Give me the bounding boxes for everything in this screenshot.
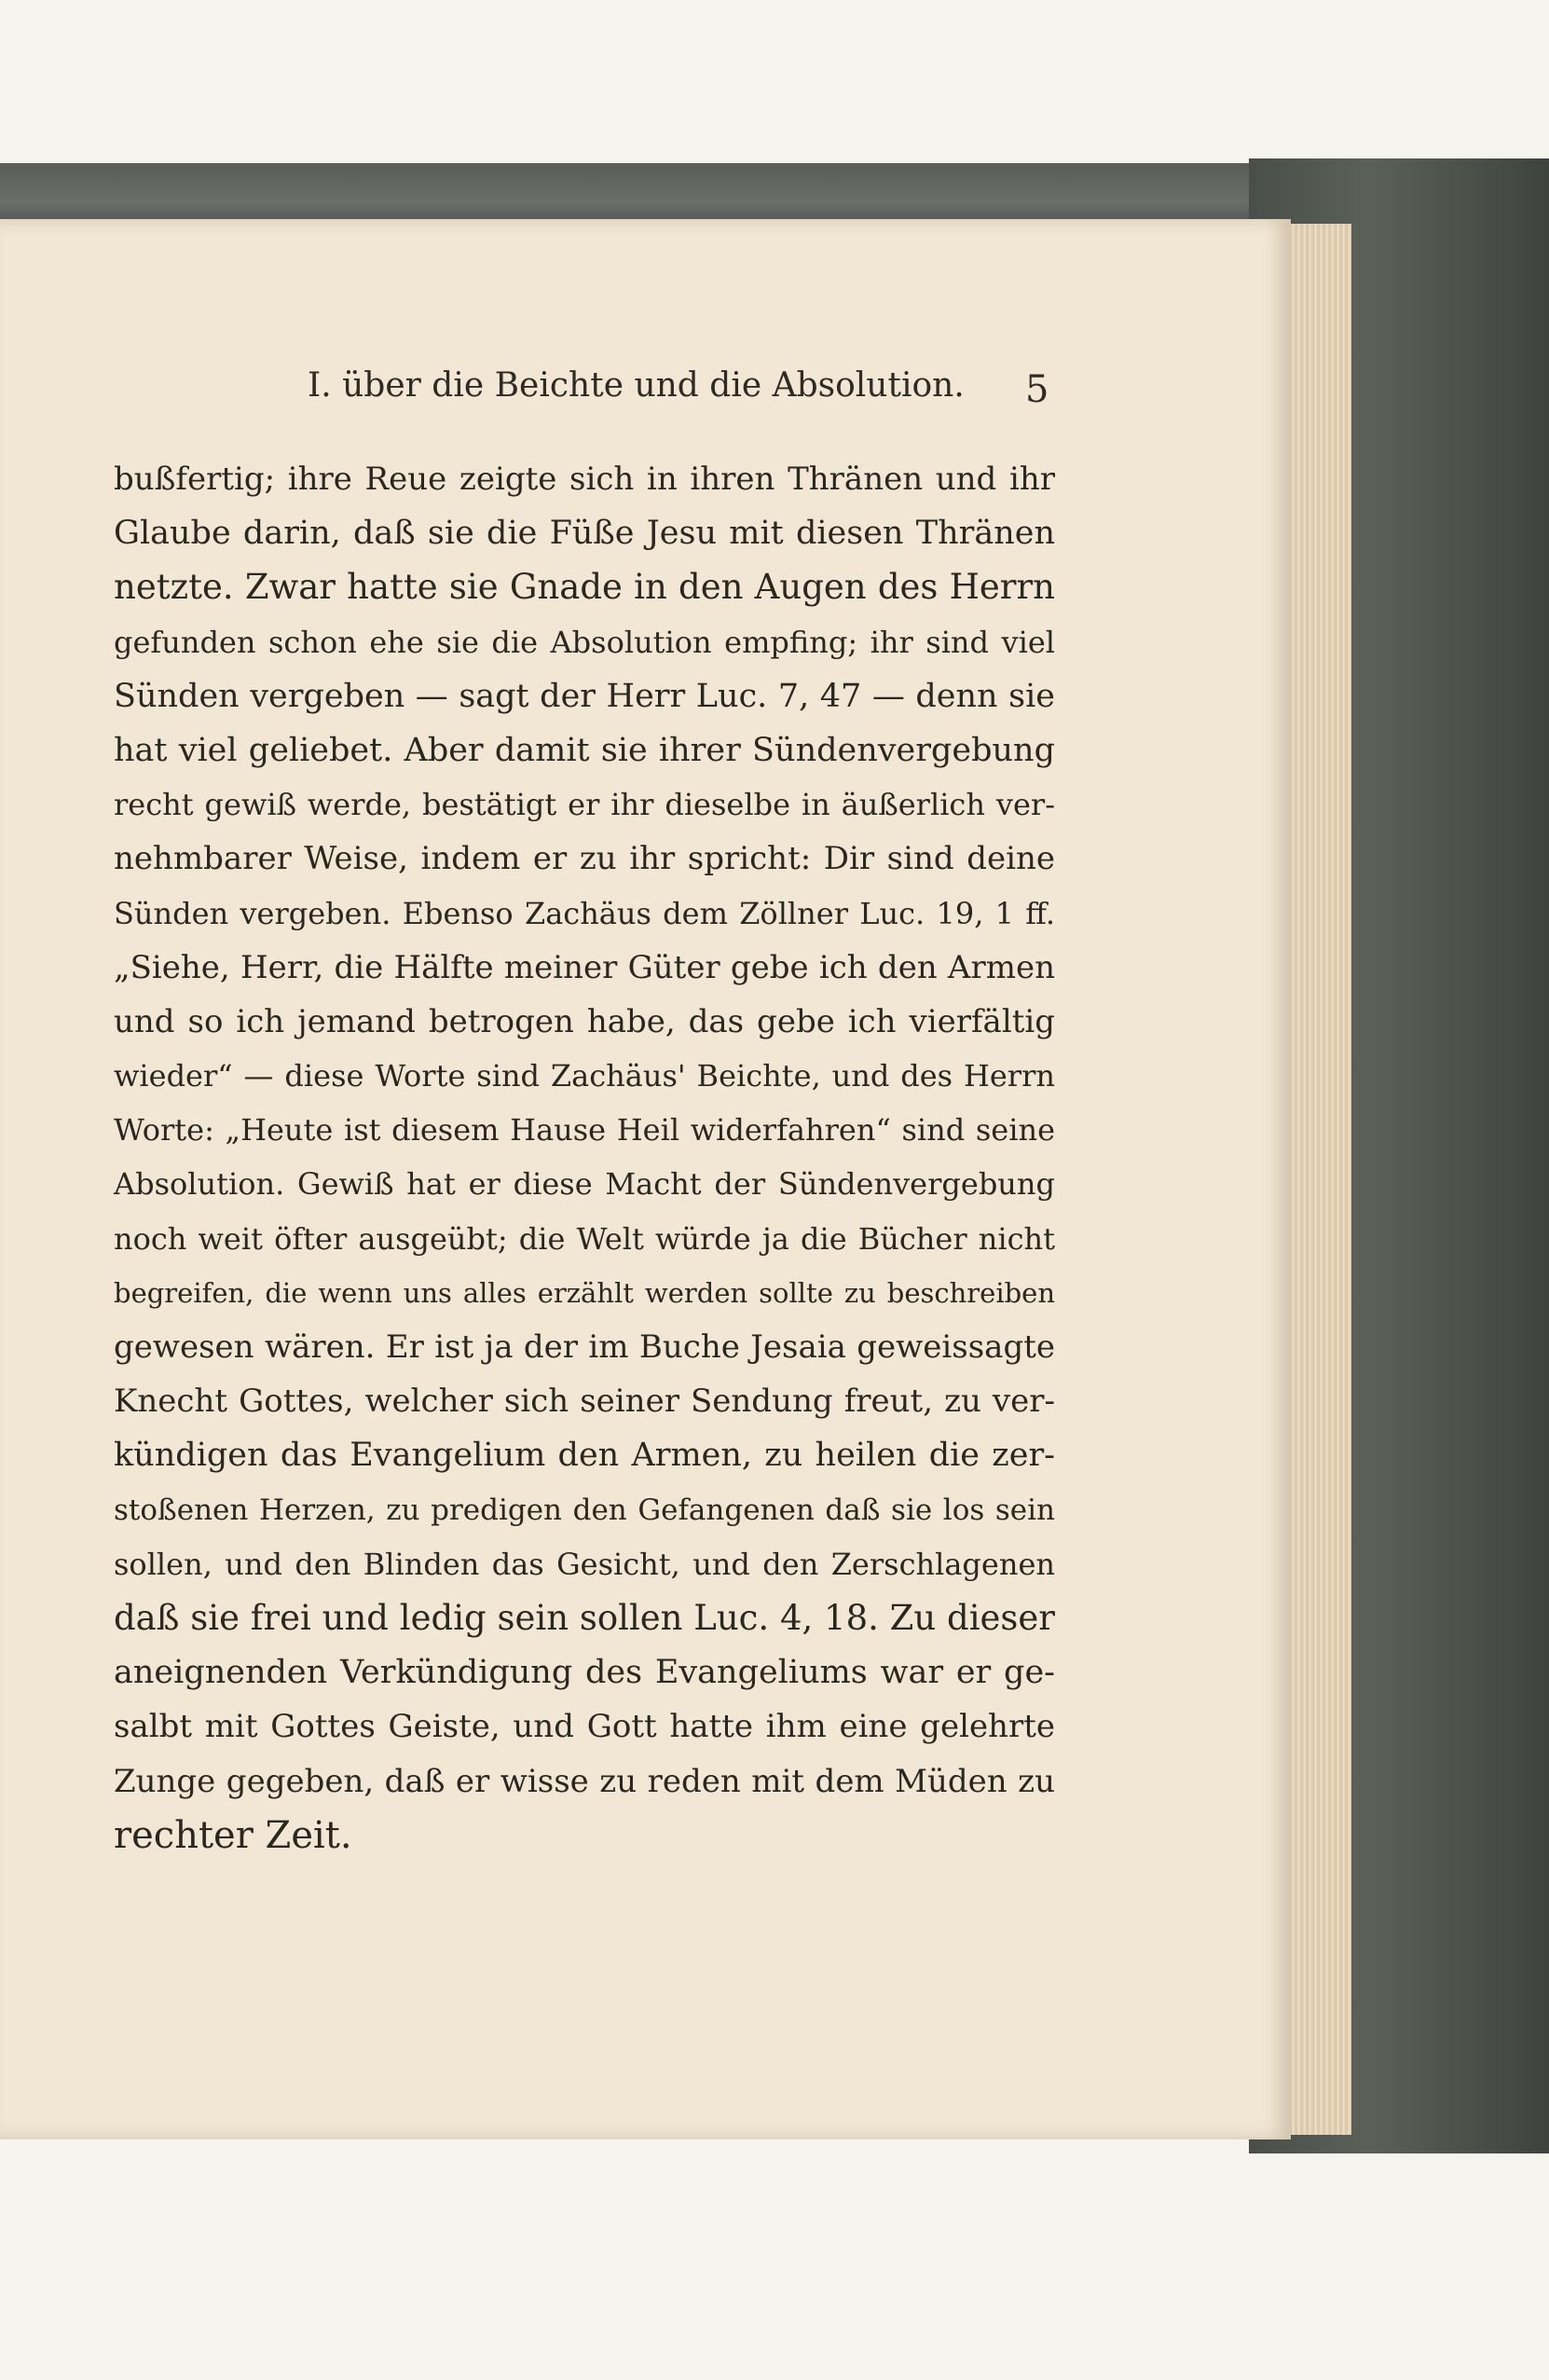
text-line: stoßenen Herzen, zu predigen den Gefangenen daß sie los sein: [114, 1493, 1055, 1527]
text-line: recht gewiß werde, bestätigt er ihr dieselbe in äußerlich ver-: [114, 787, 1055, 823]
text-line: und so ich jemand betrogen habe, das gebe ich vierfältig: [114, 1002, 1055, 1040]
text-line: rechter Zeit.: [114, 1813, 352, 1857]
text-line: Knecht Gottes, welcher sich seiner Sendung freut, zu ver-: [114, 1383, 1055, 1421]
text-line: noch weit öfter ausgeübt; die Welt würde ja die Bücher nicht: [114, 1220, 1055, 1257]
text-line: bußfertig; ihre Reue zeigte sich in ihren Thränen und ihr: [114, 461, 1055, 498]
text-line: nehmbarer Weise, indem er zu ihr spricht: Dir sind deine: [114, 840, 1055, 878]
body-text: [114, 452, 1055, 1863]
text-line: salbt mit Gottes Geiste, und Gott hatte ihm eine gelehrte: [114, 1708, 1055, 1746]
page-number: 5: [1025, 368, 1049, 411]
text-line: gefunden schon ehe sie die Absolution empfing; ihr sind viel: [114, 624, 1055, 660]
running-head: I. über die Beichte und die Absolution.: [308, 366, 965, 405]
text-line: netzte. Zwar hatte sie Gnade in den Augen des Herrn: [114, 567, 1055, 608]
text-line: gewesen wären. Er ist ja der im Buche Jesaia geweissagte: [114, 1328, 1055, 1366]
text-line: Sünden vergeben — sagt der Herr Luc. 7, 47 — denn sie: [114, 677, 1055, 715]
text-line: begreifen, die wenn uns alles erzählt werden sollte zu beschreiben: [114, 1276, 1055, 1309]
text-line: aneignenden Verkündigung des Evangeliums war er ge-: [114, 1654, 1055, 1692]
book-page: [0, 219, 1291, 2139]
text-line: Absolution. Gewiß hat er diese Macht der Sündenvergebung: [114, 1166, 1055, 1203]
text-line: Sünden vergeben. Ebenso Zachäus dem Zöllner Luc. 19, 1 ff.: [114, 895, 1055, 931]
text-line: sollen, und den Blinden das Gesicht, und den Zerschlagenen: [114, 1546, 1055, 1582]
text-line: kündigen das Evangelium den Armen, zu heilen die zer-: [114, 1437, 1055, 1475]
text-line: Glaube darin, daß sie die Füße Jesu mit diesen Thränen: [114, 515, 1055, 553]
text-line: „Siehe, Herr, die Hälfte meiner Güter gebe ich den Armen: [114, 948, 1055, 986]
text-line: Worte: „Heute ist diesem Hause Heil widerfahren“ sind seine: [114, 1112, 1055, 1149]
text-line: wieder“ — diese Worte sind Zachäus' Beichte, und des Herrn: [114, 1058, 1055, 1094]
text-line: hat viel geliebet. Aber damit sie ihrer Sündenvergebung: [114, 731, 1055, 769]
text-line: daß sie frei und ledig sein sollen Luc. 4, 18. Zu dieser: [114, 1597, 1055, 1638]
text-line: Zunge gegeben, daß er wisse zu reden mit dem Müden zu: [114, 1762, 1055, 1800]
